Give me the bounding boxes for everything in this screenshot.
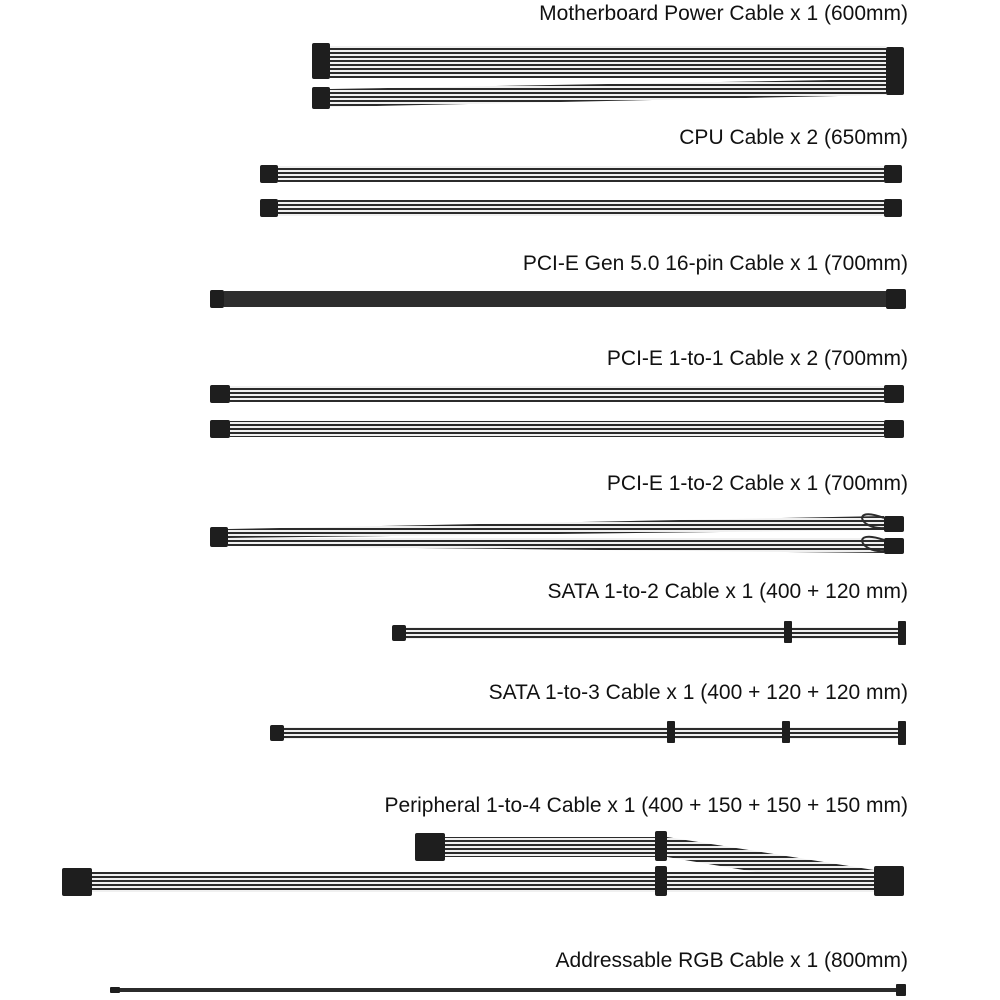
sata-1to2-cable-graphic — [392, 621, 906, 645]
pcie-gen5-cable-label: PCI-E Gen 5.0 16-pin Cable x 1 (700mm) — [522, 252, 908, 275]
pcie-1to2-cable-graphic — [210, 514, 904, 554]
pcie-1to2-cable-label: PCI-E 1-to-2 Cable x 1 (700mm) — [606, 472, 908, 495]
motherboard-cable-label: Motherboard Power Cable x 1 (600mm) — [539, 2, 908, 25]
sata-1to3-cable-graphic — [270, 721, 906, 745]
pcie-1to1-cable-label: PCI-E 1-to-1 Cable x 2 (700mm) — [606, 347, 908, 370]
peripheral-1to4-cable-label: Peripheral 1-to-4 Cable x 1 (400 + 150 + 150 + 150 mm) — [384, 794, 908, 817]
sata-1to3-cable-label: SATA 1-to-3 Cable x 1 (400 + 120 + 120 mm) — [488, 681, 908, 704]
argb-cable-graphic — [110, 984, 906, 996]
cpu-cable-label: CPU Cable x 2 (650mm) — [679, 126, 908, 149]
pcie-1to1-cable-graphic — [210, 385, 904, 438]
cpu-cable-graphic — [260, 165, 902, 217]
pcie-gen5-cable-graphic — [210, 289, 906, 309]
sata-1to2-cable-label: SATA 1-to-2 Cable x 1 (400 + 120 mm) — [547, 580, 908, 603]
motherboard-cable-graphic — [312, 43, 904, 109]
argb-cable-label: Addressable RGB Cable x 1 (800mm) — [555, 949, 908, 972]
peripheral-1to4-cable-graphic — [62, 831, 904, 896]
